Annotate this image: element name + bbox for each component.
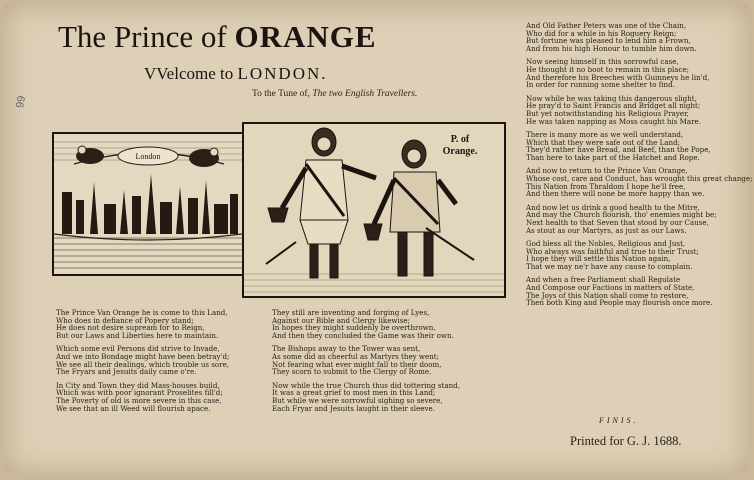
- verse-line: Now while he was taking this dangerous slight,: [526, 93, 697, 103]
- verse-line: He pray'd to Saint Francis and Bridget all night;: [526, 101, 701, 111]
- verse-line: The Poverty of old is more severe in this case,: [56, 396, 222, 406]
- broadside-sheet: [4, 4, 753, 474]
- verse-line: Who always was faithful and true to their Trust;: [526, 246, 699, 256]
- verse-line: Then both King and People may flourish once more.: [526, 298, 713, 308]
- subtitle-prefix: VVelcome to: [144, 64, 234, 83]
- verse-line: But fortune was pleased to lend him a Frown,: [526, 36, 691, 46]
- london-woodcut-drawing: [54, 134, 242, 274]
- figures-woodcut: [242, 122, 506, 298]
- london-woodcut: [52, 132, 244, 276]
- verse-line: But yet notwithstanding his Religious Prayer,: [526, 109, 689, 119]
- stanza: [526, 58, 753, 89]
- verse-line: Who did for a while in his Roguery Reign;: [526, 28, 677, 38]
- verse-line: In City and Town they did Mass-houses build,: [56, 380, 220, 390]
- verse-line: And then they concluded the Game was their own.: [272, 331, 454, 341]
- stanza: [272, 382, 460, 413]
- verse-line: It was a great grief to most men in this Land;: [272, 388, 436, 398]
- verse-line: In hopes they might suddenly be overthrown,: [272, 323, 436, 333]
- verse-line: And now to return to the Prince Van Orange,: [526, 166, 688, 176]
- verse-line: Than here to take part of the Hatchet and Rope.: [526, 153, 700, 163]
- pencil-mark: 99: [14, 94, 29, 110]
- stanza: [272, 309, 460, 340]
- stanza: [56, 382, 229, 413]
- stanza: [526, 131, 753, 162]
- verse-line: And we into Bondage might have been betray'd;: [56, 352, 230, 362]
- stanza: [56, 345, 229, 376]
- verse-line: He thought it no boot to remain in this place;: [526, 65, 690, 75]
- finis-mark: FINIS.: [599, 416, 639, 425]
- verse-line: Not fearing what ever might fall to their doom,: [272, 359, 442, 369]
- figures-woodcut-drawing: [244, 124, 504, 296]
- page-title: [58, 20, 377, 54]
- page-subtitle: [144, 64, 328, 84]
- tune-name: The two English Travellers.: [312, 89, 418, 99]
- verse-line: They scorn to submit to the Clergy of Rome.: [272, 367, 432, 377]
- verse-line: That we may ne'r have any cause to complain.: [526, 261, 693, 271]
- verse-line: Who does in defiance of Popery stand;: [56, 315, 194, 325]
- verse-line: Whose cost, care and Conduct, has wrought this great change;: [526, 173, 753, 183]
- verse-line: I hope they will settle this Nation again,: [526, 254, 671, 264]
- verse-line: But our Laws and Liberties here to maintain.: [56, 331, 219, 341]
- verse-line: We see that an ill Weed will flourish apace.: [56, 403, 211, 413]
- verse-line: The Joys of this Nation shall come to restore,: [526, 290, 689, 300]
- verse-line: Which some evil Persons did strive to Invade,: [56, 344, 220, 354]
- london-label: London: [135, 152, 161, 161]
- verse-line: Now seeing himself in this sorrowful case,: [526, 57, 679, 67]
- verse-line: And from his high Honour to tumble him down.: [526, 44, 697, 54]
- figure-label-line2: Orange.: [442, 146, 478, 157]
- verse-line: Against our Bible and Clergy likewise;: [272, 315, 410, 325]
- verse-line: They still are inventing and forging of Lyes,: [272, 308, 430, 317]
- verse-line: And therefore his Breeches with Guinneys he lin'd,: [526, 72, 710, 82]
- verse-line: And then there will none be more happy than we.: [526, 189, 705, 199]
- verse-line: He was taken napping as Moss caught his Mare.: [526, 116, 701, 126]
- verse-line: The Fryars and Jesuits daily came o're.: [56, 367, 197, 377]
- stanza: [272, 345, 460, 376]
- verse-line: Which was with poor ignorant Proselites fill'd;: [56, 388, 223, 398]
- tune-prefix: To the Tune of,: [252, 89, 310, 99]
- stanza: [526, 95, 753, 126]
- verse-line: The Bishops away to the Tower was sent,: [272, 344, 421, 354]
- verse-line: They'd rather have Bread, and Beef, than the Pope,: [526, 145, 711, 155]
- stanza: [526, 167, 753, 198]
- stanza: [526, 276, 753, 307]
- stanza: [526, 22, 753, 53]
- verse-column-middle: [272, 309, 460, 418]
- verse-line: God bless all the Nobles, Religious and Just,: [526, 238, 686, 248]
- verse-line: As some did as cheerful as Martyrs they went;: [272, 352, 439, 362]
- verse-column-left: [56, 309, 229, 418]
- verse-column-right: [526, 22, 753, 313]
- verse-line: In order for running some shelter to find.: [526, 80, 675, 90]
- figure-label-line1: P. of: [450, 134, 470, 145]
- imprint: Printed for G. J. 1688.: [570, 434, 682, 448]
- verse-line: As stout as our Martyrs, as just as our Laws.: [526, 225, 687, 235]
- verse-line: And Old Father Peters was one of the Chain,: [526, 21, 687, 30]
- title-main: ORANGE: [234, 19, 377, 54]
- verse-line: The Prince Van Orange he is come to this Land,: [56, 308, 228, 317]
- verse-line: And now let us drink a good health to the Mitre,: [526, 202, 700, 212]
- verse-line: And Compose our Factions in matters of State,: [526, 282, 695, 292]
- verse-line: And when a free Parliament shall Regulate: [526, 275, 681, 285]
- verse-line: There is many more as we well understand,: [526, 129, 684, 139]
- verse-line: Next health to that Seven that stood by our Cause,: [526, 217, 709, 227]
- stanza: [56, 309, 229, 340]
- stanza: [526, 240, 753, 271]
- verse-line: He does not desire supream for to Reign,: [56, 323, 205, 333]
- verse-line: We see all their dealings, which trouble us sore,: [56, 359, 230, 369]
- verse-line: Which that they were safe out of the Land;: [526, 137, 681, 147]
- verse-line: But while we were sorrowful sighing so severe,: [272, 396, 443, 406]
- tune-line: [252, 89, 417, 99]
- verse-line: This Nation from Thraldom I hope he'll free,: [526, 181, 686, 191]
- verse-line: Each Fryar and Jesuits laught in their sleeve.: [272, 403, 435, 413]
- verse-line: And may the Church flourish, tho' enemies might be;: [526, 210, 717, 220]
- subtitle-place: LONDON.: [237, 64, 328, 83]
- title-prefix: The Prince of: [58, 19, 227, 54]
- stanza: [526, 204, 753, 235]
- verse-line: Now while the true Church thus did tottering stand,: [272, 380, 460, 390]
